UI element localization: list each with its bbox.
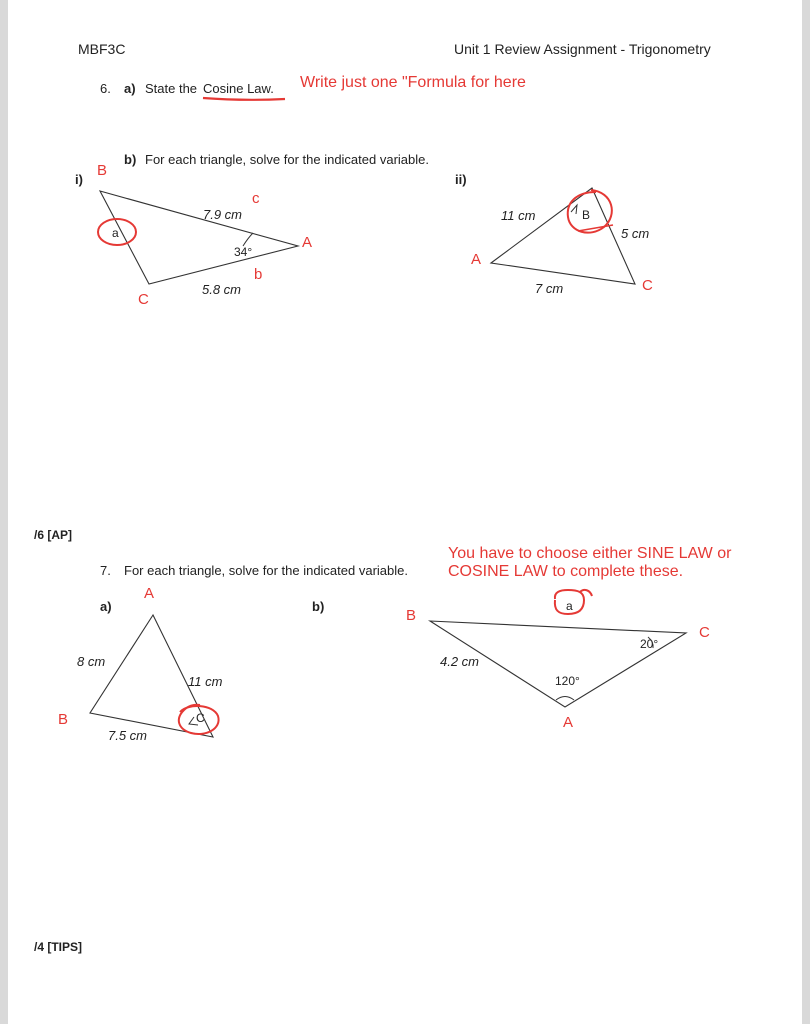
- q6-cosine-law-text: Cosine Law.: [203, 81, 274, 96]
- q6-part-a-label: a): [124, 81, 136, 96]
- q7-text: For each triangle, solve for the indicated variable.: [124, 563, 408, 578]
- tri-i-side-b-label: b: [254, 266, 263, 283]
- tri-7b-vertex-b: B: [406, 607, 417, 624]
- tri-7a-unknown-c: C: [196, 711, 205, 725]
- course-code: MBF3C: [78, 41, 126, 57]
- q6-part-b-text: For each triangle, solve for the indicated variable.: [145, 152, 429, 167]
- tri-7a-vertex-b: B: [58, 711, 69, 728]
- tri-i-angle-arc: [243, 233, 253, 246]
- triangle-ii-shape: [491, 188, 635, 284]
- worksheet-page: [8, 0, 802, 1024]
- q6-sub-ii-label: ii): [455, 172, 467, 187]
- tri-i-angle: 34°: [234, 245, 253, 259]
- tri-ii-red-tick: [578, 225, 613, 231]
- q7-marks: /4 [TIPS]: [34, 940, 83, 954]
- cosine-law-underline: [203, 98, 285, 100]
- q6-number: 6.: [100, 81, 111, 96]
- tri-7b-angle-a-arc: [556, 697, 574, 701]
- q6-marks: /6 [AP]: [34, 528, 73, 542]
- tri-7b-vertex-a: A: [563, 714, 574, 731]
- right-frame-border: [802, 0, 810, 1024]
- q7-part-b-label: b): [312, 599, 325, 614]
- q6-part-b-label: b): [124, 152, 137, 167]
- assignment-title: Unit 1 Review Assignment - Trigonometry: [454, 41, 711, 57]
- diagram-layer: [8, 0, 802, 1024]
- tri-ii-angle-mark: [571, 205, 577, 214]
- tri-7b-vertex-c: C: [699, 624, 710, 641]
- tri-7b-angle-c: 20°: [640, 637, 659, 651]
- q6-handwritten-note: Write just one "Formula for here: [300, 74, 526, 91]
- triangle-i-shape: [100, 191, 298, 284]
- tri-ii-unknown-b: B: [582, 208, 591, 222]
- tri-7a-vertex-a: A: [144, 585, 155, 602]
- tri-i-side-bottom: 5.8 cm: [202, 282, 242, 297]
- tri-ii-side-right: 5 cm: [621, 226, 650, 241]
- tri-7b-unknown-a: a: [566, 599, 573, 613]
- tri-ii-vertex-c: C: [642, 277, 653, 294]
- tri-i-side-c-label: c: [252, 190, 260, 207]
- tri-ii-side-bottom: 7 cm: [535, 281, 564, 296]
- q7-note-line2: COSINE LAW to complete these.: [448, 563, 684, 580]
- tri-7b-angle-c-arc: [648, 637, 653, 648]
- q7-part-a-label: a): [100, 599, 112, 614]
- tri-ii-side-left: 11 cm: [501, 208, 536, 223]
- tri-ii-vertex-a: A: [471, 251, 482, 268]
- tri-7a-side-right: 11 cm: [188, 674, 223, 689]
- q6-part-a-text: State the: [145, 81, 198, 96]
- tri-7b-angle-a: 120°: [555, 674, 580, 688]
- q7-note-line1: You have to choose either SINE LAW or: [448, 545, 732, 562]
- tri-i-vertex-b: B: [97, 162, 108, 179]
- triangle-7b-shape: [430, 621, 686, 707]
- q7-number: 7.: [100, 563, 111, 578]
- tri-7a-angle-mark: [189, 717, 198, 725]
- tri-7b-side-left: 4.2 cm: [440, 654, 480, 669]
- tri-i-unknown-a: a: [112, 226, 119, 240]
- tri-7b-unknown-circle: [555, 590, 592, 614]
- q6-sub-i-label: i): [75, 172, 83, 187]
- tri-7a-side-left: 8 cm: [77, 654, 106, 669]
- tri-i-side-top: 7.9 cm: [203, 207, 243, 222]
- tri-i-vertex-c: C: [138, 291, 149, 308]
- tri-7a-side-bottom: 7.5 cm: [108, 728, 148, 743]
- left-frame-border: [0, 0, 8, 1024]
- triangle-7a-shape: [90, 615, 213, 737]
- tri-i-vertex-a: A: [302, 234, 313, 251]
